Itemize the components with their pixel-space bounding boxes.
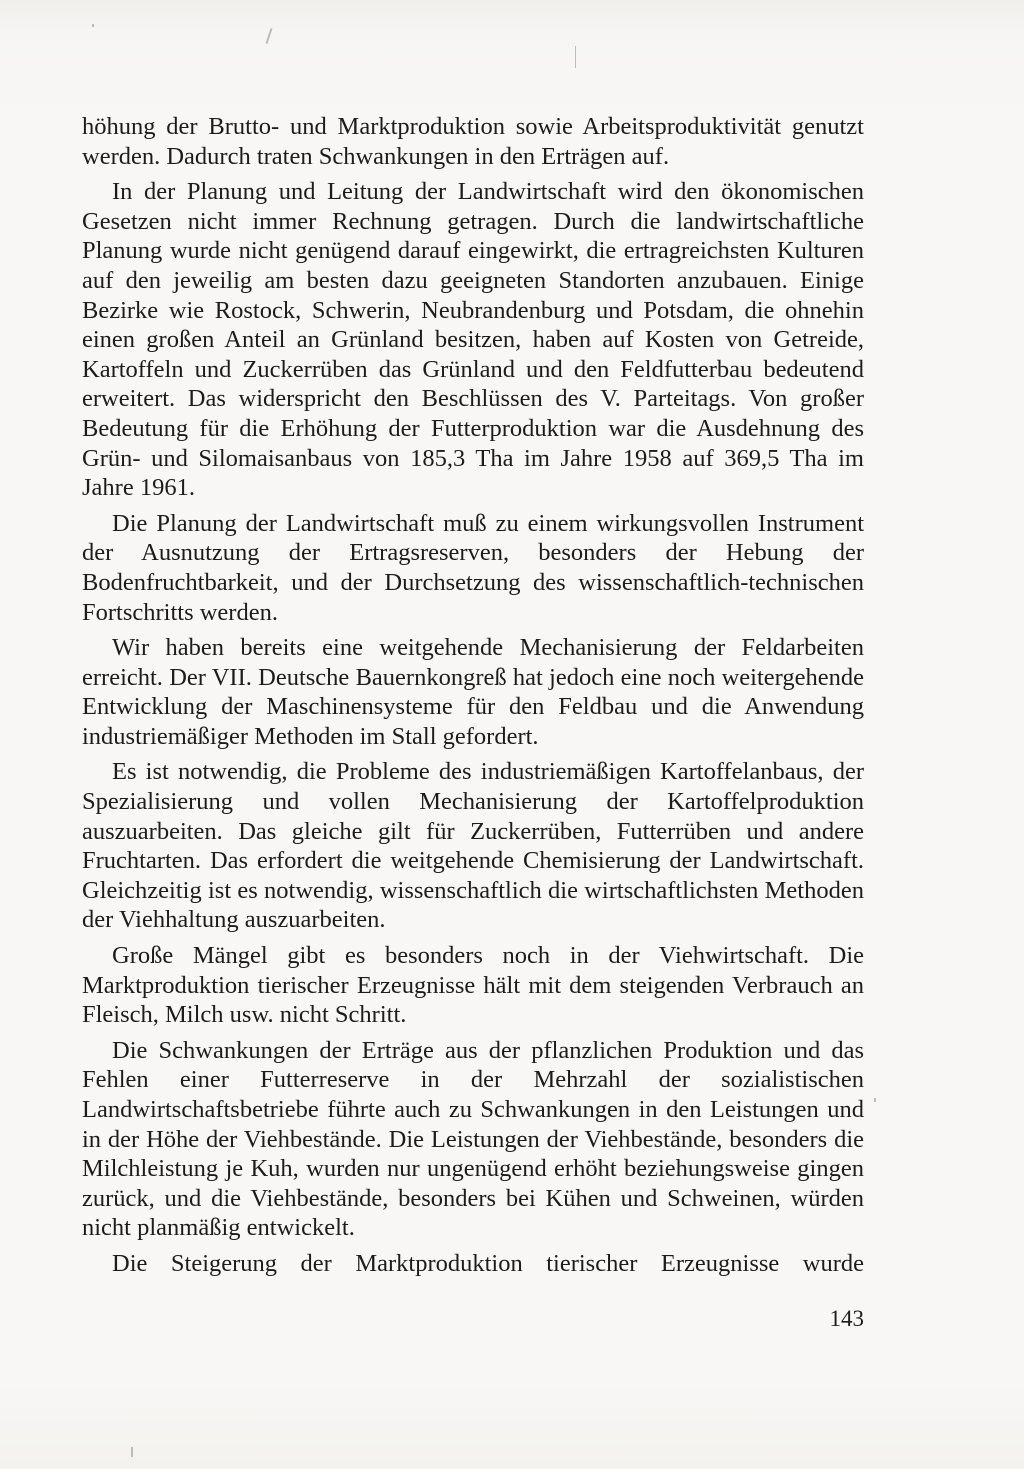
paragraph: Es ist notwendig, die Probleme des industriemäßigen Kartoffelanbaus, der Spezialisierung und vollen Mechanisierung der Kartoffelproduktion auszuarbeiten. Das gleiche gilt für Zuckerrüben, Futterrüben und andere Fruchtarten. Das erfordert die weitgehende Chemisierung der Landwirtschaft. Gleichzeitig ist es notwendig, wissenschaftlich die wirtschaftlichsten Methoden der Viehhaltung auszuarbeiten. [82,758,864,934]
page-number: 143 [829,1306,864,1331]
scan-speck [266,28,273,44]
scan-speck [874,1098,876,1102]
paragraph: Große Mängel gibt es besonders noch in der Viehwirtschaft. Die Marktproduktion tierischer Erzeugnisse hält mit dem steigenden Verbrauch an Fleisch, Milch usw. nicht Schritt. [82,942,864,1029]
paragraph: Die Schwankungen der Erträge aus der pflanzlichen Produktion und das Fehlen einer Futterreserve in der Mehrzahl der sozialistischen Landwirtschaftsbetriebe führte auch zu Schwankungen in den Leistungen und in der Höhe der Viehbestände. Die Leistungen der Viehbestände, besonders die Milchleistung je Kuh, wurden nur ungenügend erhöht beziehungsweise gingen zurück, und die Viehbestände, besonders bei Kühen und Schweinen, würden nicht planmäßig entwickelt. [82,1036,864,1242]
scan-speck [575,46,576,68]
paragraph-continues: Die Steigerung der Marktproduktion tierischer Erzeugnisse wurde [112,1249,864,1277]
paragraph: In der Planung und Leitung der Landwirtschaft wird den ökonomischen Gesetzen nicht immer Rechnung getragen. Durch die landwirtschaftliche Planung wurde nicht genügend darauf eingewirkt, die ertragreichsten Kulturen auf den jeweilig am besten dazu geeigneten Standorten anzubauen. Einige Bezirke wie Rostock, Schwerin, Neubrandenburg und Potsdam, die ohnehin einen großen Anteil an Grünland besitzen, haben auf Kosten von Getreide, Kartoffeln und Zuckerrüben das Grünland und den Feldfutterbau bedeutend erweitert. Das widerspricht den Beschlüssen des V. Parteitags. Von großer Bedeutung für die Erhöhung der Futterproduktion war die Ausdehnung des Grün- und Silomaisanbaus von 185,3 Tha im Jahre 1958 auf 369,5 Tha im Jahre 1961. [82,178,864,502]
paragraph: Die Planung der Landwirtschaft muß zu einem wirkungsvollen Instrument der Ausnutzung der Ertragsreserven, besonders der Hebung der Bodenfruchtbarkeit, und der Durchsetzung des wissenschaftlich-technischen Fortschritts werden. [82,509,864,626]
paragraph-continuation: höhung der Brutto- und Marktproduktion sowie Arbeitsproduktivität genutzt werden. Dadurch traten Schwankungen in den Erträgen auf. [82,113,864,170]
scan-speck [131,1447,133,1457]
body-text [82,112,864,1285]
scan-speck [92,24,94,27]
paragraph: Wir haben bereits eine weitgehende Mechanisierung der Feldarbeiten erreicht. Der VII. Deutsche Bauernkongreß hat jedoch eine noch weitergehende Entwicklung der Maschinensysteme für den Feldbau und die Anwendung industriemäßiger Methoden im Stall gefordert. [82,634,864,750]
